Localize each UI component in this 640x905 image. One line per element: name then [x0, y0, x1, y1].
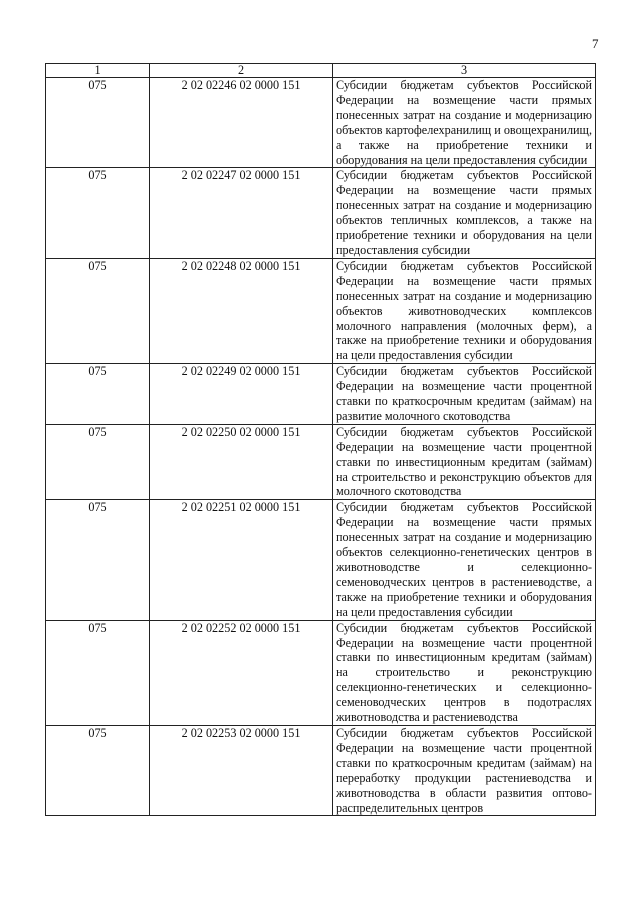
table-row [46, 78, 596, 168]
description-cell: Субсидии бюджетам субъектов Российской Федерации на возмещение части процентной ставки по инвестиционным кредитам (займам) на строительство и реконструкцию селекционно-генетических и селекционно-семеноводческих центров в подотраслях животноводства и растениеводства [333, 620, 596, 725]
table-row [46, 725, 596, 815]
admin-code-cell: 075 [46, 424, 150, 500]
description-cell: Субсидии бюджетам субъектов Российской Федерации на возмещение части прямых понесенных затрат на создание и модернизацию объектов животноводческих комплексов молочного направления (молочных ферм), а также на приобретение техники и оборудования на цели предоставления субсидии [333, 258, 596, 363]
column-header-1: 1 [46, 64, 150, 78]
budget-classification-table [45, 63, 596, 816]
description-cell: Субсидии бюджетам субъектов Российской Федерации на возмещение части прямых понесенных затрат на создание и модернизацию объектов селекционно-генетических центров в животноводстве и селекционно-семеноводческих центров в растениеводстве, а также на приобретение техники и оборудования на цели предоставления субсидии [333, 500, 596, 620]
description-cell: Субсидии бюджетам субъектов Российской Федерации на возмещение части процентной ставки по краткосрочным кредитам (займам) на развитие молочного скотоводства [333, 364, 596, 425]
admin-code-cell: 075 [46, 620, 150, 725]
table-row [46, 258, 596, 363]
admin-code-cell: 075 [46, 168, 150, 258]
admin-code-cell: 075 [46, 258, 150, 363]
admin-code-cell: 075 [46, 78, 150, 168]
kbk-code-cell: 2 02 02249 02 0000 151 [150, 364, 333, 425]
table-row [46, 364, 596, 425]
kbk-code-cell: 2 02 02246 02 0000 151 [150, 78, 333, 168]
description-cell: Субсидии бюджетам субъектов Российской Федерации на возмещение части процентной ставки по краткосрочным кредитам (займам) на переработку продукции растениеводства и животноводства в области развития оптово-распределительных центров [333, 725, 596, 815]
admin-code-cell: 075 [46, 725, 150, 815]
table-row [46, 424, 596, 500]
description-cell: Субсидии бюджетам субъектов Российской Федерации на возмещение части прямых понесенных затрат на создание и модернизацию объектов тепличных комплексов, а также на приобретение техники и оборудования на цели предоставления субсидии [333, 168, 596, 258]
table-row [46, 620, 596, 725]
admin-code-cell: 075 [46, 364, 150, 425]
table-row [46, 168, 596, 258]
kbk-code-cell: 2 02 02247 02 0000 151 [150, 168, 333, 258]
column-header-2: 2 [150, 64, 333, 78]
table-row [46, 500, 596, 620]
table-header-row [46, 64, 596, 78]
kbk-code-cell: 2 02 02251 02 0000 151 [150, 500, 333, 620]
kbk-code-cell: 2 02 02252 02 0000 151 [150, 620, 333, 725]
description-cell: Субсидии бюджетам субъектов Российской Федерации на возмещение части прямых понесенных затрат на создание и модернизацию объектов картофелехранилищ и овощехранилищ, а также на приобретение техники и оборудования на цели предоставления субсидии [333, 78, 596, 168]
kbk-code-cell: 2 02 02250 02 0000 151 [150, 424, 333, 500]
kbk-code-cell: 2 02 02253 02 0000 151 [150, 725, 333, 815]
column-header-3: 3 [333, 64, 596, 78]
admin-code-cell: 075 [46, 500, 150, 620]
kbk-code-cell: 2 02 02248 02 0000 151 [150, 258, 333, 363]
page-number: 7 [592, 36, 599, 51]
description-cell: Субсидии бюджетам субъектов Российской Федерации на возмещение части процентной ставки по инвестиционным кредитам (займам) на строительство и реконструкцию объектов для молочного скотоводства [333, 424, 596, 500]
